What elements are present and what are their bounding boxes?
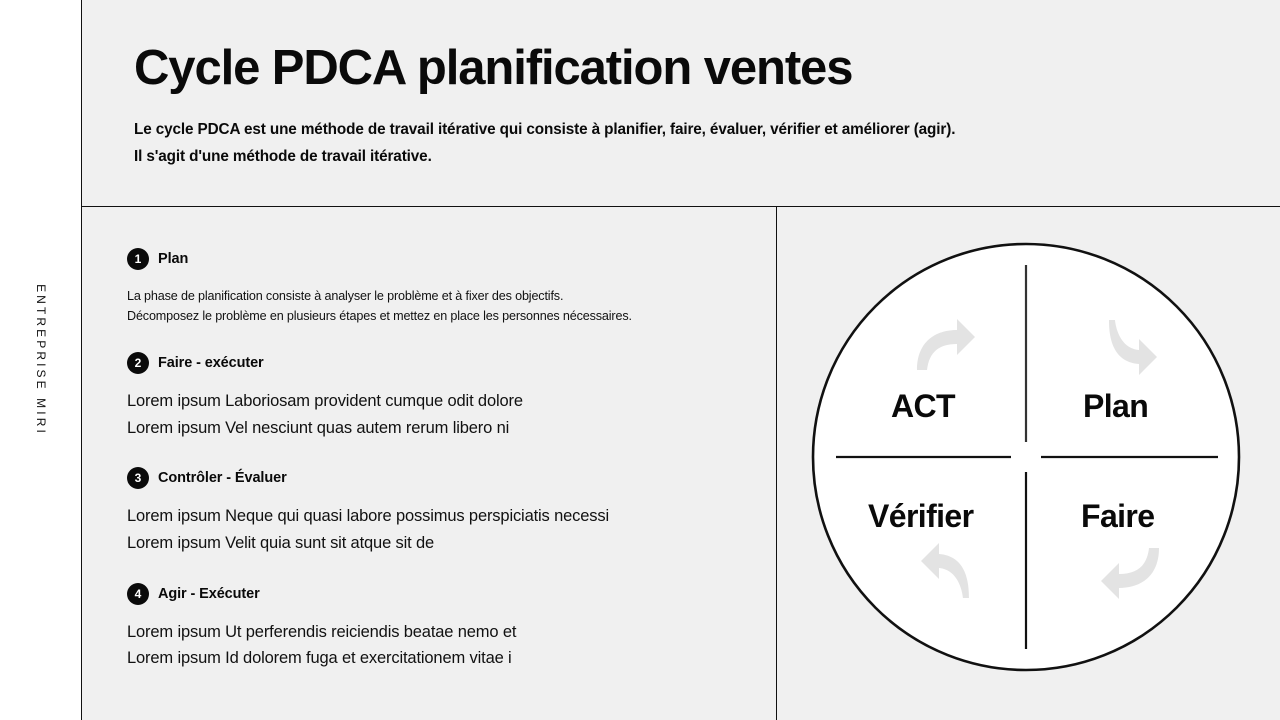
pdca-wheel-graphic bbox=[811, 242, 1241, 672]
step-number-badge: 4 bbox=[127, 583, 149, 605]
step-header bbox=[127, 583, 776, 605]
step-item bbox=[127, 467, 776, 582]
header-panel bbox=[82, 0, 1280, 207]
step-body-line: Lorem ipsum Ut perferendis reiciendis beatae nemo et bbox=[127, 622, 517, 641]
step-title: Faire - exécuter bbox=[158, 354, 264, 371]
curved-arrow-down-icon bbox=[1101, 318, 1165, 376]
wheel-label-verifier: Vérifier bbox=[868, 498, 974, 534]
step-item bbox=[127, 248, 776, 352]
pdca-wheel bbox=[811, 242, 1241, 672]
step-header bbox=[127, 352, 776, 374]
step-number-badge: 1 bbox=[127, 248, 149, 270]
step-item bbox=[127, 352, 776, 467]
brand-rail bbox=[0, 0, 81, 720]
step-body-line: Lorem ipsum Velit quia sunt sit atque sit de bbox=[127, 533, 435, 552]
step-title: Agir - Exécuter bbox=[158, 585, 260, 602]
page-subtitle bbox=[134, 95, 1280, 170]
step-title: Plan bbox=[158, 251, 189, 267]
step-body-line: Lorem ipsum Id dolorem fuga et exercitationem vitae i bbox=[127, 649, 512, 668]
step-title: Contrôler - Évaluer bbox=[158, 470, 287, 487]
step-header bbox=[127, 248, 776, 270]
curved-arrow-up-icon bbox=[911, 542, 975, 600]
step-body-line: Lorem ipsum Vel nesciunt quas autem rerum libero ni bbox=[127, 418, 510, 437]
content-panels bbox=[81, 0, 1280, 720]
wheel-label-act: ACT bbox=[891, 388, 955, 424]
wheel-label-faire: Faire bbox=[1081, 498, 1155, 534]
steps-panel bbox=[82, 207, 777, 720]
step-number-badge: 2 bbox=[127, 352, 149, 374]
step-number-badge: 3 bbox=[127, 467, 149, 489]
curved-arrow-left-icon bbox=[1099, 542, 1163, 600]
subtitle-line-1: Le cycle PDCA est une méthode de travail itérative qui consiste à planifier, faire, évaluer, vérifier et améliorer (agir). bbox=[134, 120, 956, 138]
step-item bbox=[127, 583, 776, 672]
step-body-line: La phase de planification consiste à analyser le problème et à fixer des objectifs. bbox=[127, 289, 564, 303]
step-body-line: Lorem ipsum Neque qui quasi labore possimus perspiciatis necessi bbox=[127, 507, 609, 526]
step-body-line: Lorem ipsum Laboriosam provident cumque odit dolore bbox=[127, 391, 523, 410]
wheel-label-plan: Plan bbox=[1083, 388, 1149, 424]
curved-arrow-right-icon bbox=[913, 318, 977, 376]
subtitle-line-2: Il s'agit d'une méthode de travail itérative. bbox=[134, 148, 432, 166]
step-body bbox=[127, 489, 776, 556]
brand-name: ENTREPRISE MIRI bbox=[33, 284, 48, 436]
step-header bbox=[127, 467, 776, 489]
step-body bbox=[127, 374, 776, 441]
step-body bbox=[127, 605, 776, 672]
page-title: Cycle PDCA planification ventes bbox=[134, 41, 853, 95]
step-body-line: Décomposez le problème en plusieurs étapes et mettez en place les personnes nécessaires. bbox=[127, 309, 632, 324]
pdca-wheel-panel bbox=[777, 207, 1280, 720]
step-body bbox=[127, 270, 776, 327]
